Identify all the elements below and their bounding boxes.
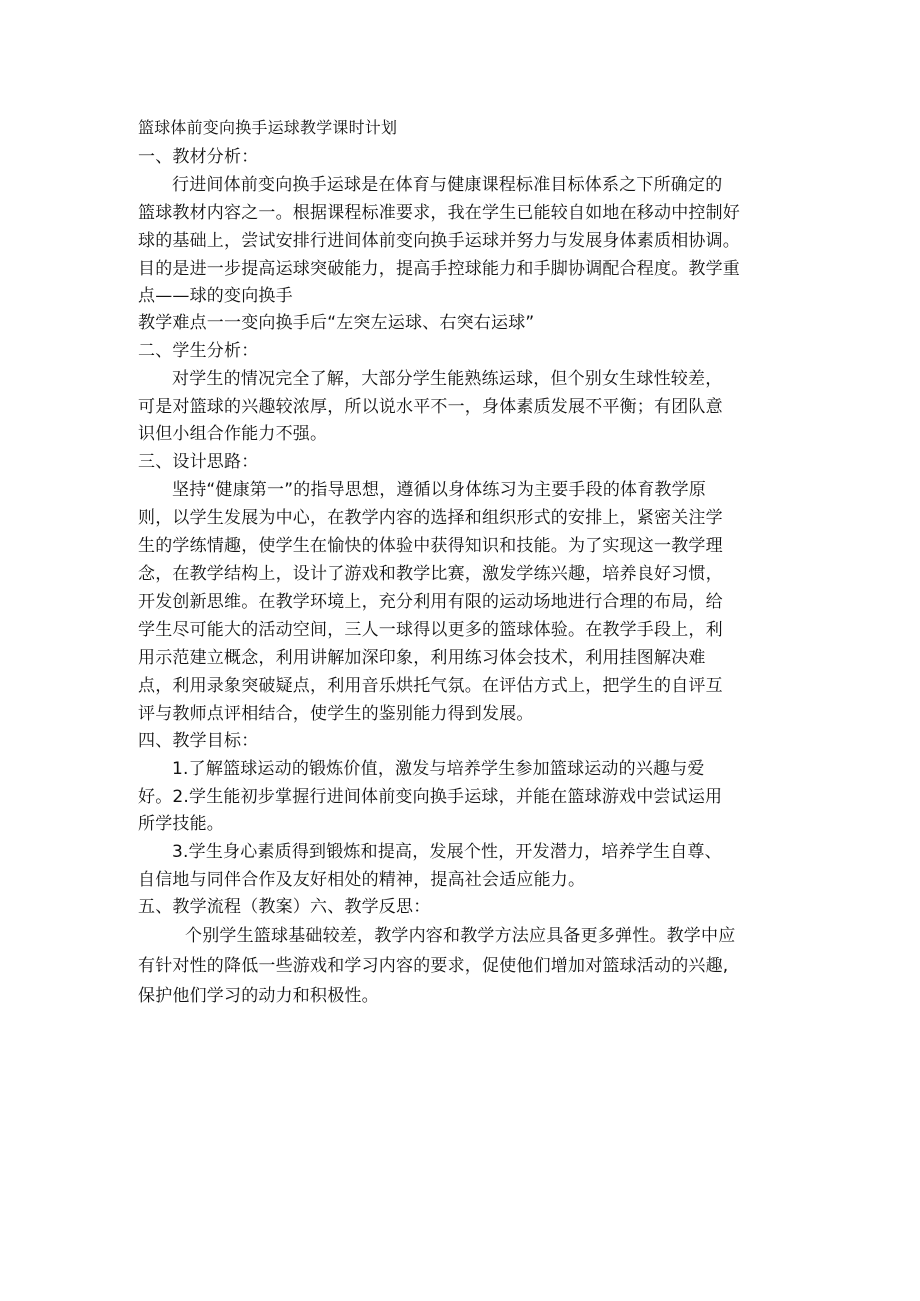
paragraph-line: 识但小组合作能力不强。 xyxy=(138,424,328,444)
document-title: 篮球体前变向换手运球教学课时计划 xyxy=(138,118,398,137)
paragraph-line: 学生尽可能大的活动空间，三人一球得以更多的篮球体验。在教学手段上，利 xyxy=(138,620,723,640)
paragraph-line: 个别学生篮球基础较差，教学内容和教学方法应具备更多弹性。教学中应 xyxy=(185,926,736,946)
paragraph-line: 1.了解篮球运动的锻炼价值，激发与培养学生参加篮球运动的兴趣与爱 xyxy=(172,759,705,779)
section-heading-materials: 一、教材分析： xyxy=(138,147,259,167)
paragraph-line: 行进间体前变向换手运球是在体育与健康课程标准目标体系之下所确定的 xyxy=(172,175,723,195)
paragraph-line: 生的学练情趣，使学生在愉快的体验中获得知识和技能。为了实现这一教学理 xyxy=(138,536,723,556)
section-heading-design: 三、设计思路： xyxy=(138,452,259,472)
paragraph-line: 所学技能。 xyxy=(138,814,224,834)
paragraph-line: 有针对性的降低一些游戏和学习内容的要求，促使他们增加对篮球活动的兴趣, xyxy=(138,956,729,976)
section-heading-students: 二、学生分析： xyxy=(138,341,259,361)
paragraph-line: 坚持“健康第一”的指导思想，遵循以身体练习为主要手段的体育教学原 xyxy=(172,480,707,500)
paragraph-line: 自信地与同伴合作及友好相处的精神，提高社会适应能力。 xyxy=(138,870,586,890)
paragraph-line: 篮球教材内容之一。根据课程标准要求，我在学生已能较自如地在移动中控制好 xyxy=(138,203,740,223)
paragraph-line: 教学难点一一变向换手后“左突左运球、右突右运球” xyxy=(138,313,535,333)
paragraph-line: 评与教师点评相结合，使学生的鉴别能力得到发展。 xyxy=(138,704,534,724)
paragraph-line: 保护他们学习的动力和积极性。 xyxy=(138,986,379,1006)
paragraph-line: 球的基础上，尝试安排行进间体前变向换手运球并努力与发展身体素质相协调。 xyxy=(138,231,740,251)
paragraph-line: 好。2.学生能初步掌握行进间体前变向换手运球，并能在篮球游戏中尝试运用 xyxy=(138,787,723,807)
paragraph-line: 3.学生身心素质得到锻炼和提高，发展个性，开发潜力，培养学生自尊、 xyxy=(172,842,722,862)
paragraph-line: 目的是进一步提高运球突破能力，提高手控球能力和手脚协调配合程度。教学重 xyxy=(138,259,740,279)
section-heading-process-reflection: 五、教学流程（教案）六、教学反思： xyxy=(138,897,431,917)
paragraph-line: 用示范建立概念，利用讲解加深印象，利用练习体会技术，利用挂图解决难 xyxy=(138,648,706,668)
paragraph-line: 则，以学生发展为中心，在教学内容的选择和组织形式的安排上，紧密关注学 xyxy=(138,508,723,528)
paragraph-line: 点——球的变向换手 xyxy=(138,286,293,306)
paragraph-line: 开发创新思维。在教学环境上，充分利用有限的运动场地进行合理的布局，给 xyxy=(138,592,723,612)
paragraph-line: 点，利用录象突破疑点，利用音乐烘托气氛。在评估方式上，把学生的自评互 xyxy=(138,676,723,696)
paragraph-line: 可是对篮球的兴趣较浓厚，所以说水平不一，身体素质发展不平衡；有团队意 xyxy=(138,397,723,417)
paragraph-line: 对学生的情况完全了解，大部分学生能熟练运球，但个别女生球性较差， xyxy=(172,369,723,389)
section-heading-objectives: 四、教学目标： xyxy=(138,731,259,751)
paragraph-line: 念，在教学结构上，设计了游戏和教学比赛，激发学练兴趣，培养良好习惯， xyxy=(138,564,723,584)
